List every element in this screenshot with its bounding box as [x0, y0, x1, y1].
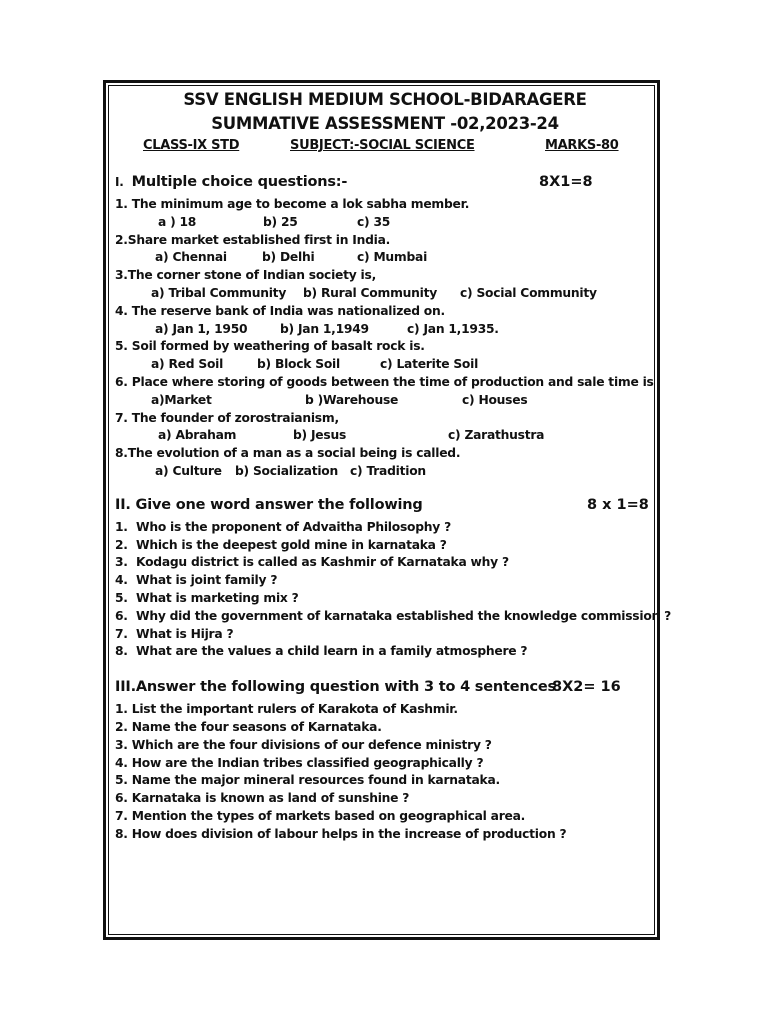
option-a: a) Abraham — [158, 428, 237, 443]
options-row — [115, 463, 655, 481]
marks-label: MARKS-80 — [545, 138, 619, 153]
question-text: 5. Soil formed by weathering of basalt rock is. — [115, 339, 425, 354]
option-c: c) Houses — [462, 392, 528, 407]
class-label: CLASS-IX STD — [143, 138, 240, 153]
option-b: b) 25 — [263, 214, 298, 229]
list-item: 3. Kodagu district is called as Kashmir of Karnataka why ? — [115, 555, 509, 570]
list-item: 5. What is marketing mix ? — [115, 590, 299, 605]
question-text: 8.The evolution of a man as a social being is called. — [115, 446, 461, 461]
exam-title: SUMMATIVE ASSESSMENT -02,2023-24 — [211, 114, 559, 133]
list-item: 2. Which is the deepest gold mine in karnataka ? — [115, 537, 447, 552]
option-b: b) Delhi — [262, 250, 315, 265]
list-item: 1. List the important rulers of Karakota of Kashmir. — [115, 702, 458, 717]
option-b: b) Socialization — [235, 463, 338, 478]
list-item: 3. Which are the four divisions of our defence ministry ? — [115, 737, 492, 752]
section-1-title: Multiple choice questions:- — [131, 174, 348, 190]
question-text: 6. Place where storing of goods between the time of production and sale time is — [115, 374, 654, 389]
option-c: c) 35 — [357, 214, 391, 229]
options-row — [115, 321, 655, 339]
section-1 — [115, 174, 655, 481]
question-text: 7. The founder of zorostraianism, — [115, 410, 339, 425]
option-c: c) Zarathustra — [448, 428, 545, 443]
section-1-heading — [115, 174, 655, 196]
section-3 — [115, 679, 655, 843]
list-item: 5. Name the major mineral resources found in karnataka. — [115, 773, 500, 788]
question-paper — [115, 88, 671, 844]
list-item: 1. Who is the proponent of Advaitha Philosophy ? — [115, 519, 451, 534]
options-row — [115, 427, 655, 445]
option-a: a) Red Soil — [151, 357, 224, 372]
list-item: 6. Why did the government of karnataka established the knowledge commission ? — [115, 608, 671, 623]
option-b: b) Block Soil — [257, 357, 340, 372]
option-a: a) Jan 1, 1950 — [155, 321, 248, 336]
question-text: 3.The corner stone of Indian society is, — [115, 268, 377, 283]
option-c: c) Tradition — [350, 463, 426, 478]
options-row — [115, 214, 655, 232]
option-a: a) Culture — [155, 463, 222, 478]
list-item: 4. What is joint family ? — [115, 573, 278, 588]
exam-info-row — [115, 138, 655, 158]
list-item: 7. Mention the types of markets based on geographical area. — [115, 808, 526, 823]
school-name: SSV ENGLISH MEDIUM SCHOOL-BIDARAGERE — [183, 90, 587, 109]
option-b: b) Jan 1,1949 — [280, 321, 369, 336]
list-item: 4. How are the Indian tribes classified geographically ? — [115, 755, 484, 770]
section-1-marks: 8X1=8 — [539, 174, 593, 190]
list-item: 8. How does division of labour helps in the increase of production ? — [115, 826, 567, 841]
option-a: a) Chennai — [155, 250, 227, 265]
section-1-number: I. — [115, 175, 124, 189]
section-2 — [115, 496, 671, 661]
options-row — [115, 249, 655, 267]
option-a: a)Market — [151, 392, 212, 407]
section-2-marks: 8 x 1=8 — [587, 496, 649, 513]
subject-label: SUBJECT:-SOCIAL SCIENCE — [290, 138, 475, 153]
option-b: b) Jesus — [293, 428, 347, 443]
options-row — [115, 356, 655, 374]
list-item: 6. Karnataka is known as land of sunshine ? — [115, 791, 410, 806]
section-2-title: II. Give one word answer the following — [115, 496, 423, 513]
option-b: b) Rural Community — [303, 285, 438, 300]
option-b: b )Warehouse — [305, 392, 399, 407]
list-item: 8. What are the values a child learn in a family atmosphere ? — [115, 644, 528, 659]
list-item: 2. Name the four seasons of Karnataka. — [115, 719, 382, 734]
option-c: c) Social Community — [460, 285, 597, 300]
options-row — [115, 392, 655, 410]
section-3-marks: 8X2= 16 — [552, 679, 621, 696]
option-c: c) Mumbai — [357, 250, 428, 265]
section-2-heading — [115, 497, 655, 519]
option-a: a ) 18 — [158, 214, 197, 229]
section-3-heading — [115, 679, 655, 701]
option-a: a) Tribal Community — [151, 285, 287, 300]
option-c: c) Jan 1,1935. — [407, 321, 499, 336]
section-3-title: III.Answer the following question with 3 to 4 sentences — [115, 679, 556, 696]
options-row — [115, 285, 655, 303]
list-item: 7. What is Hijra ? — [115, 626, 234, 641]
question-text: 4. The reserve bank of India was nationalized on. — [115, 303, 445, 318]
option-c: c) Laterite Soil — [380, 357, 479, 372]
question-text: 2.Share market established first in India. — [115, 232, 391, 247]
question-text: 1. The minimum age to become a lok sabha member. — [115, 197, 470, 211]
